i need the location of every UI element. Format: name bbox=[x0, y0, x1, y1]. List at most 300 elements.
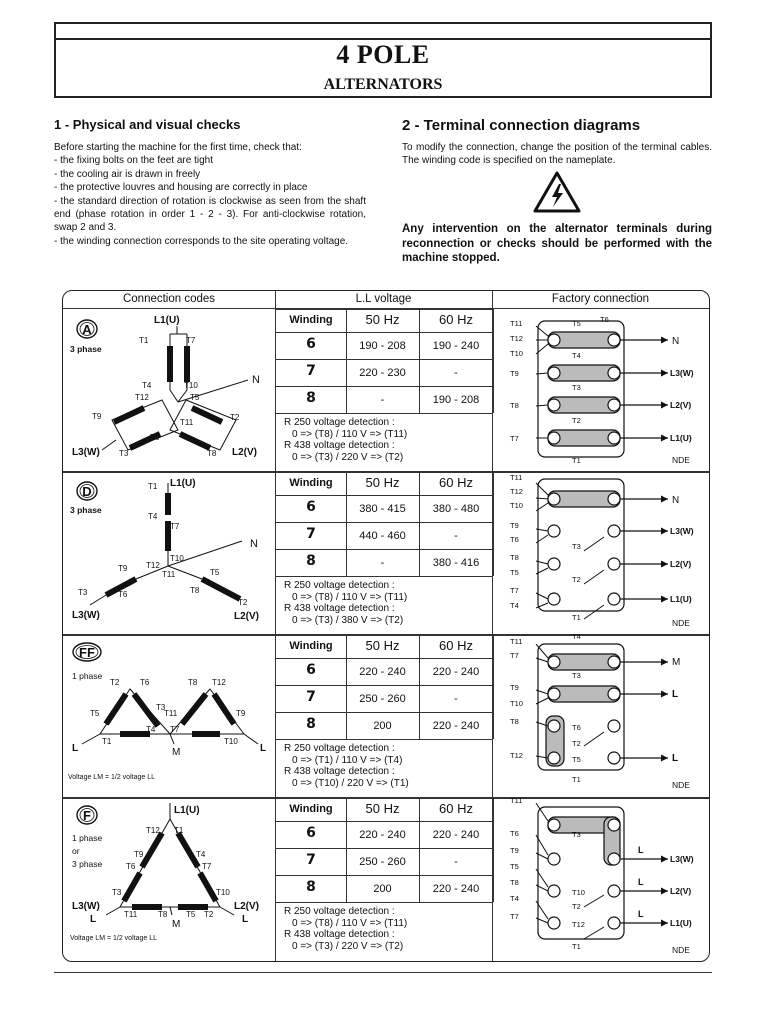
voltage-60hz: 220 - 240 bbox=[432, 883, 480, 895]
terminal-label: T1 bbox=[102, 737, 112, 746]
hz-50-label: 50 Hz bbox=[365, 638, 400, 653]
terminal-label: T3 bbox=[572, 542, 581, 551]
arrow-head bbox=[661, 856, 668, 863]
section2-intro: To modify the connection, change the position of the terminal cables. The winding code is specified on the nameplate. bbox=[402, 142, 712, 167]
terminal-label: T3 bbox=[572, 671, 581, 680]
arrow-head bbox=[661, 659, 668, 666]
high-voltage-warning-icon bbox=[532, 170, 582, 214]
terminal-label: T11 bbox=[162, 570, 176, 579]
terminal-label: T12 bbox=[510, 334, 523, 343]
terminal-label: T10 bbox=[510, 699, 523, 708]
section1-body bbox=[54, 141, 366, 248]
voltage-50hz: - bbox=[380, 557, 385, 569]
winding-code: 6 bbox=[306, 499, 316, 515]
terminal-label: T3 bbox=[572, 383, 581, 392]
wire bbox=[170, 734, 174, 744]
voltage-50hz: 250 - 260 bbox=[359, 693, 406, 705]
voltage-50hz: 380 - 415 bbox=[359, 503, 406, 515]
terminal-label: T12 bbox=[135, 393, 149, 402]
line-label-m: M bbox=[172, 747, 181, 758]
terminal-label: T2 bbox=[572, 416, 581, 425]
terminal-stud bbox=[548, 885, 560, 897]
voltage-60hz: 220 - 240 bbox=[432, 829, 480, 841]
terminal-label: T9 bbox=[134, 850, 144, 859]
terminal-label: T11 bbox=[124, 910, 138, 919]
terminal-label: T9 bbox=[510, 846, 519, 855]
terminal-label: T6 bbox=[510, 535, 519, 544]
winding-code: 6 bbox=[306, 336, 316, 352]
winding-code: 7 bbox=[306, 689, 316, 705]
section1-line: Before starting the machine for the first time, check that: bbox=[54, 142, 302, 153]
voltage-detection-line: R 250 voltage detection : bbox=[284, 417, 395, 428]
line-label-l2: L2(V) bbox=[234, 611, 259, 622]
output-label: N bbox=[672, 336, 680, 347]
wire bbox=[244, 734, 258, 744]
nde-label: NDE bbox=[672, 618, 690, 628]
voltage-detection-line: R 250 voltage detection : bbox=[284, 743, 395, 754]
voltage-60hz: 220 - 240 bbox=[432, 720, 480, 732]
phase-label: or bbox=[72, 846, 80, 856]
terminal-stud bbox=[608, 558, 620, 570]
voltage-detection-line: 0 => (T3) / 380 V => (T2) bbox=[292, 614, 404, 626]
terminal-label: T12 bbox=[510, 487, 523, 496]
arrow-head bbox=[661, 337, 668, 344]
terminal-label: T7 bbox=[510, 912, 519, 921]
arrow-head bbox=[661, 435, 668, 442]
voltage-detection-line: R 438 voltage detection : bbox=[284, 766, 395, 777]
line-label-l1: L1(U) bbox=[170, 478, 196, 489]
terminal-stud bbox=[548, 399, 560, 411]
terminal-stud bbox=[548, 853, 560, 865]
voltage-detection-line: 0 => (T10) / 220 V => (T1) bbox=[292, 777, 409, 789]
winding-label: Winding bbox=[289, 803, 333, 815]
terminal-stud bbox=[608, 819, 620, 831]
terminal-label: T7 bbox=[202, 862, 212, 871]
voltage-detection-line: 0 => (T8) / 110 V => (T11) bbox=[292, 917, 408, 929]
terminal-label: T5 bbox=[90, 709, 100, 718]
terminal-label: T12 bbox=[510, 751, 523, 760]
terminal-label: T11 bbox=[180, 418, 194, 427]
voltage-detection-line: R 250 voltage detection : bbox=[284, 906, 395, 917]
schematics-layer bbox=[62, 290, 710, 962]
terminal-label: T7 bbox=[510, 586, 519, 595]
page-subtitle: ALTERNATORS bbox=[323, 76, 443, 93]
winding-code: 8 bbox=[306, 390, 316, 406]
section2-heading: 2 - Terminal connection diagrams bbox=[402, 117, 641, 134]
hz-60-label: 60 Hz bbox=[439, 638, 473, 653]
terminal-label: T12 bbox=[572, 920, 585, 929]
terminal-stud bbox=[548, 525, 560, 537]
voltage-detection-line: R 250 voltage detection : bbox=[284, 580, 395, 591]
output-label: L3(W) bbox=[670, 368, 694, 378]
winding-label: Winding bbox=[289, 640, 333, 652]
wire bbox=[584, 895, 604, 907]
voltage-60hz: 380 - 416 bbox=[432, 557, 480, 569]
terminal-stud bbox=[608, 525, 620, 537]
terminal-label: T1 bbox=[572, 613, 581, 622]
terminal-label: T5 bbox=[572, 319, 581, 328]
terminal-stud bbox=[608, 917, 620, 929]
terminal-label: T6 bbox=[600, 315, 609, 324]
voltage-60hz: 190 - 240 bbox=[432, 340, 480, 352]
winding-coil bbox=[178, 833, 198, 867]
voltage-50hz: 200 bbox=[373, 883, 392, 895]
terminal-stud bbox=[548, 593, 560, 605]
phase-label: 3 phase bbox=[70, 505, 102, 515]
terminal-stud bbox=[608, 334, 620, 346]
terminal-label: T9 bbox=[236, 709, 246, 718]
terminal-label: T11 bbox=[510, 319, 523, 328]
terminal-label: T6 bbox=[150, 433, 160, 442]
terminal-stud bbox=[548, 752, 560, 764]
wire bbox=[584, 570, 604, 584]
terminal-label: T8 bbox=[188, 678, 198, 687]
output-label: N bbox=[672, 495, 680, 506]
section1-heading: 1 - Physical and visual checks bbox=[54, 117, 241, 132]
terminal-label: T1 bbox=[572, 775, 581, 784]
wire bbox=[170, 390, 178, 402]
terminal-stud bbox=[608, 593, 620, 605]
terminal-label: T9 bbox=[510, 369, 519, 378]
terminal-label: T10 bbox=[224, 737, 238, 746]
phase-label: 3 phase bbox=[72, 859, 103, 869]
arrow-head bbox=[661, 920, 668, 927]
terminal-label: T2 bbox=[110, 678, 120, 687]
phase-label: 1 phase bbox=[72, 833, 103, 843]
voltage-50hz: 190 - 208 bbox=[359, 340, 406, 352]
phase-label: 3 phase bbox=[70, 344, 102, 354]
terminal-label: T1 bbox=[572, 456, 581, 465]
terminal-label: T9 bbox=[510, 521, 519, 530]
voltage-60hz: - bbox=[454, 530, 458, 542]
winding-coil bbox=[182, 694, 206, 724]
output-label: L2(V) bbox=[670, 559, 692, 569]
terminal-label: T2 bbox=[238, 598, 248, 607]
winding-code: 7 bbox=[306, 852, 316, 868]
terminal-label: T6 bbox=[118, 590, 128, 599]
output-label: L2(V) bbox=[670, 400, 692, 410]
terminal-stud bbox=[608, 367, 620, 379]
terminal-label: T7 bbox=[510, 434, 519, 443]
terminal-label: T12 bbox=[146, 826, 160, 835]
voltage-detection-line: 0 => (T8) / 110 V => (T11) bbox=[292, 591, 408, 603]
terminal-label: T3 bbox=[119, 449, 129, 458]
wire bbox=[584, 605, 604, 619]
terminal-label: T2 bbox=[204, 910, 214, 919]
line-label-l1: L1(U) bbox=[154, 315, 180, 326]
winding-label: Winding bbox=[289, 477, 333, 489]
terminal-label: T12 bbox=[146, 561, 160, 570]
schematic-group bbox=[68, 315, 694, 955]
terminal-label: T10 bbox=[510, 501, 523, 510]
winding-code: 8 bbox=[306, 879, 316, 895]
terminal-stud bbox=[608, 720, 620, 732]
phase-label: 1 phase bbox=[72, 671, 103, 681]
connection-code: FF bbox=[79, 645, 95, 660]
voltage-60hz: 190 - 208 bbox=[432, 394, 480, 406]
terminal-stud bbox=[548, 656, 560, 668]
terminal-label: T1 bbox=[148, 482, 158, 491]
terminal-label: T8 bbox=[510, 878, 519, 887]
voltage-detection-line: R 438 voltage detection : bbox=[284, 603, 395, 614]
terminal-label: T7 bbox=[510, 651, 519, 660]
ratio-note: Voltage LM = 1/2 voltage LL bbox=[68, 774, 155, 781]
voltage-60hz: - bbox=[454, 856, 458, 868]
terminal-stud bbox=[608, 688, 620, 700]
section1-line: - the protective louvres and housing are correctly in place bbox=[54, 182, 308, 194]
wire bbox=[106, 907, 120, 915]
terminal-label: T1 bbox=[174, 826, 184, 835]
arrow-head bbox=[661, 528, 668, 535]
voltage-50hz: 200 bbox=[373, 720, 392, 732]
terminal-label: T1 bbox=[139, 336, 149, 345]
terminal-stud bbox=[548, 493, 560, 505]
terminal-label: T5 bbox=[190, 393, 200, 402]
neutral-label: N bbox=[252, 374, 260, 386]
terminal-label: T11 bbox=[164, 709, 178, 718]
line-label-l1: L1(U) bbox=[174, 805, 200, 816]
output-label: M bbox=[672, 657, 681, 668]
hz-60-label: 60 Hz bbox=[439, 801, 473, 816]
terminal-stud bbox=[548, 688, 560, 700]
terminal-label: T4 bbox=[142, 381, 152, 390]
terminal-label: T2 bbox=[230, 413, 240, 422]
terminal-label: T1 bbox=[572, 942, 581, 951]
voltage-50hz: 250 - 260 bbox=[359, 856, 406, 868]
line-label-l3: L3(W) bbox=[72, 447, 100, 458]
title-box bbox=[54, 22, 712, 98]
terminal-label: T5 bbox=[210, 568, 220, 577]
line-label-l: L bbox=[90, 914, 97, 925]
terminal-label: T5 bbox=[572, 755, 581, 764]
arrow-head bbox=[661, 370, 668, 377]
connection-code: F bbox=[83, 808, 91, 823]
neutral-label: N bbox=[250, 538, 258, 550]
winding-code: 8 bbox=[306, 716, 316, 732]
connection-code: A bbox=[82, 322, 92, 337]
terminal-label: T7 bbox=[186, 336, 196, 345]
wire bbox=[584, 732, 604, 746]
terminal-stud bbox=[548, 432, 560, 444]
output-label: L bbox=[672, 689, 679, 700]
terminal-label: T10 bbox=[510, 349, 523, 358]
voltage-detection-line: 0 => (T1) / 110 V => (T4) bbox=[292, 754, 403, 766]
terminal-label: T6 bbox=[140, 678, 150, 687]
voltage-50hz: 440 - 460 bbox=[359, 530, 406, 542]
terminal-stud bbox=[548, 334, 560, 346]
terminal-label: T6 bbox=[510, 829, 519, 838]
terminal-label: T11 bbox=[510, 473, 523, 482]
output-label: L bbox=[672, 753, 679, 764]
col-header-connection-codes: Connection codes bbox=[122, 293, 216, 305]
terminal-label: T11 bbox=[510, 637, 523, 646]
line-label-l: L bbox=[72, 743, 79, 754]
terminal-label: T10 bbox=[184, 381, 198, 390]
arrow-head bbox=[661, 691, 668, 698]
terminal-label: T11 bbox=[510, 796, 523, 805]
terminal-label: T5 bbox=[186, 910, 196, 919]
terminal-label: T3 bbox=[572, 830, 581, 839]
terminal-label: T8 bbox=[207, 449, 217, 458]
nde-label: NDE bbox=[672, 780, 690, 790]
terminal-label: T10 bbox=[170, 554, 184, 563]
terminal-label: T9 bbox=[118, 564, 128, 573]
terminal-stud bbox=[608, 656, 620, 668]
winding-coil bbox=[202, 579, 240, 599]
terminal-stud bbox=[608, 432, 620, 444]
output-label: L3(W) bbox=[670, 526, 694, 536]
voltage-50hz: 220 - 230 bbox=[359, 367, 406, 379]
winding-coil bbox=[114, 408, 144, 422]
terminal-stud bbox=[548, 917, 560, 929]
section1-line: - the standard direction of rotation is clockwise as seen from the shaft end (phase rotation in order 1 - 2 - 3). For anti-clockwise rotation, swap 2 and 3. bbox=[54, 195, 366, 234]
arrow-head bbox=[661, 755, 668, 762]
winding-code: 7 bbox=[306, 526, 316, 542]
output-label-l: L bbox=[638, 845, 644, 855]
output-label: L3(W) bbox=[670, 854, 694, 864]
wire bbox=[82, 734, 100, 744]
voltage-60hz: - bbox=[454, 367, 458, 379]
terminal-label: T7 bbox=[170, 522, 180, 531]
winding-coil bbox=[134, 694, 158, 726]
terminal-label: T8 bbox=[190, 586, 200, 595]
winding-code: 6 bbox=[306, 662, 316, 678]
terminal-stud bbox=[608, 493, 620, 505]
section1-line: - the winding connection corresponds to the site operating voltage. bbox=[54, 235, 349, 247]
ratio-note: Voltage LM = 1/2 voltage LL bbox=[70, 935, 157, 942]
terminal-stud bbox=[608, 853, 620, 865]
terminal-stud bbox=[548, 819, 560, 831]
warning-text: Any intervention on the alternator terminals during reconnection or checks should be performed with the machine stopped. bbox=[402, 223, 712, 264]
terminal-label: T12 bbox=[212, 678, 226, 687]
winding-coil bbox=[192, 408, 222, 422]
hz-50-label: 50 Hz bbox=[365, 475, 400, 490]
wire bbox=[170, 907, 172, 915]
terminal-label: T8 bbox=[510, 401, 519, 410]
output-label-l: L bbox=[638, 909, 644, 919]
terminal-label: T2 bbox=[572, 575, 581, 584]
winding-code: 8 bbox=[306, 553, 316, 569]
arrow-head bbox=[661, 561, 668, 568]
wire bbox=[90, 595, 106, 605]
wire bbox=[584, 537, 604, 551]
section1-line: - the fixing bolts on the feet are tight bbox=[54, 155, 213, 167]
hz-50-label: 50 Hz bbox=[365, 801, 400, 816]
winding-code: 7 bbox=[306, 363, 316, 379]
voltage-50hz: 220 - 240 bbox=[359, 666, 406, 678]
winding-coil bbox=[106, 694, 126, 724]
terminal-label: T5 bbox=[510, 862, 519, 871]
terminal-stud bbox=[608, 399, 620, 411]
terminal-label: T4 bbox=[572, 632, 581, 641]
wire bbox=[584, 927, 604, 939]
terminal-label: T4 bbox=[510, 601, 519, 610]
terminal-label: T4 bbox=[510, 894, 519, 903]
hz-60-label: 60 Hz bbox=[439, 312, 473, 327]
footer-rule bbox=[54, 972, 712, 973]
terminal-label: T2 bbox=[572, 902, 581, 911]
terminal-label: T10 bbox=[572, 888, 585, 897]
arrow-head bbox=[661, 496, 668, 503]
terminal-label: T6 bbox=[572, 723, 581, 732]
page-title: 4 POLE bbox=[336, 40, 430, 69]
terminal-label: T9 bbox=[92, 412, 102, 421]
line-label-l: L bbox=[242, 914, 249, 925]
line-label-m: M bbox=[172, 919, 181, 930]
output-label: L1(U) bbox=[670, 918, 692, 928]
terminal-label: T8 bbox=[510, 553, 519, 562]
terminal-stud bbox=[548, 720, 560, 732]
terminal-stud bbox=[548, 558, 560, 570]
output-label: L2(V) bbox=[670, 886, 692, 896]
terminal-label: T3 bbox=[156, 703, 166, 712]
hz-60-label: 60 Hz bbox=[439, 475, 473, 490]
line-label-l3: L3(W) bbox=[72, 610, 100, 621]
voltage-50hz: 220 - 240 bbox=[359, 829, 406, 841]
line-label-l: L bbox=[260, 743, 267, 754]
arrow-head bbox=[661, 402, 668, 409]
terminal-label: T3 bbox=[78, 588, 88, 597]
col-header-ll-voltage: L.L voltage bbox=[355, 293, 412, 305]
output-label: L1(U) bbox=[670, 594, 692, 604]
terminal-label: T4 bbox=[146, 725, 156, 734]
wire bbox=[102, 440, 116, 450]
voltage-detection-line: 0 => (T3) / 220 V => (T2) bbox=[292, 451, 404, 463]
voltage-detection-line: 0 => (T8) / 110 V => (T11) bbox=[292, 428, 408, 440]
terminal-label: T8 bbox=[510, 717, 519, 726]
output-label-l: L bbox=[638, 877, 644, 887]
connection-code: D bbox=[82, 484, 92, 499]
winding-code: 6 bbox=[306, 825, 316, 841]
col-header-factory-connection: Factory connection bbox=[551, 293, 650, 305]
terminal-label: T8 bbox=[158, 910, 168, 919]
arrow-head bbox=[661, 888, 668, 895]
winding-coil bbox=[180, 434, 210, 448]
hz-50-label: 50 Hz bbox=[365, 312, 400, 327]
voltage-detection-line: R 438 voltage detection : bbox=[284, 929, 395, 940]
voltage-60hz: 380 - 480 bbox=[432, 503, 480, 515]
voltage-60hz: 220 - 240 bbox=[432, 666, 480, 678]
section1-line: - the cooling air is drawn in freely bbox=[54, 168, 201, 180]
wire bbox=[220, 907, 234, 915]
terminal-label: T7 bbox=[170, 725, 180, 734]
line-label-l2: L2(V) bbox=[234, 901, 259, 912]
winding-coil bbox=[142, 833, 162, 867]
terminal-label: T4 bbox=[148, 512, 158, 521]
voltage-60hz: - bbox=[454, 693, 458, 705]
winding-label: Winding bbox=[289, 314, 333, 326]
terminal-label: T9 bbox=[510, 683, 519, 692]
output-label: L1(U) bbox=[670, 433, 692, 443]
winding-coil bbox=[124, 873, 140, 901]
voltage-detection-line: 0 => (T3) / 220 V => (T2) bbox=[292, 940, 404, 952]
terminal-label: T4 bbox=[196, 850, 206, 859]
line-label-l2: L2(V) bbox=[232, 447, 257, 458]
voltage-detection-line: R 438 voltage detection : bbox=[284, 440, 395, 451]
terminal-stud bbox=[608, 885, 620, 897]
winding-coil bbox=[214, 694, 234, 724]
terminal-label: T4 bbox=[572, 351, 581, 360]
nde-label: NDE bbox=[672, 945, 690, 955]
winding-coil bbox=[200, 873, 216, 901]
voltage-50hz: - bbox=[380, 394, 385, 406]
terminal-stud bbox=[608, 752, 620, 764]
terminal-label: T2 bbox=[572, 739, 581, 748]
terminal-label: T3 bbox=[112, 888, 122, 897]
terminal-label: T6 bbox=[126, 862, 136, 871]
arrow-head bbox=[661, 596, 668, 603]
terminal-stud bbox=[548, 367, 560, 379]
